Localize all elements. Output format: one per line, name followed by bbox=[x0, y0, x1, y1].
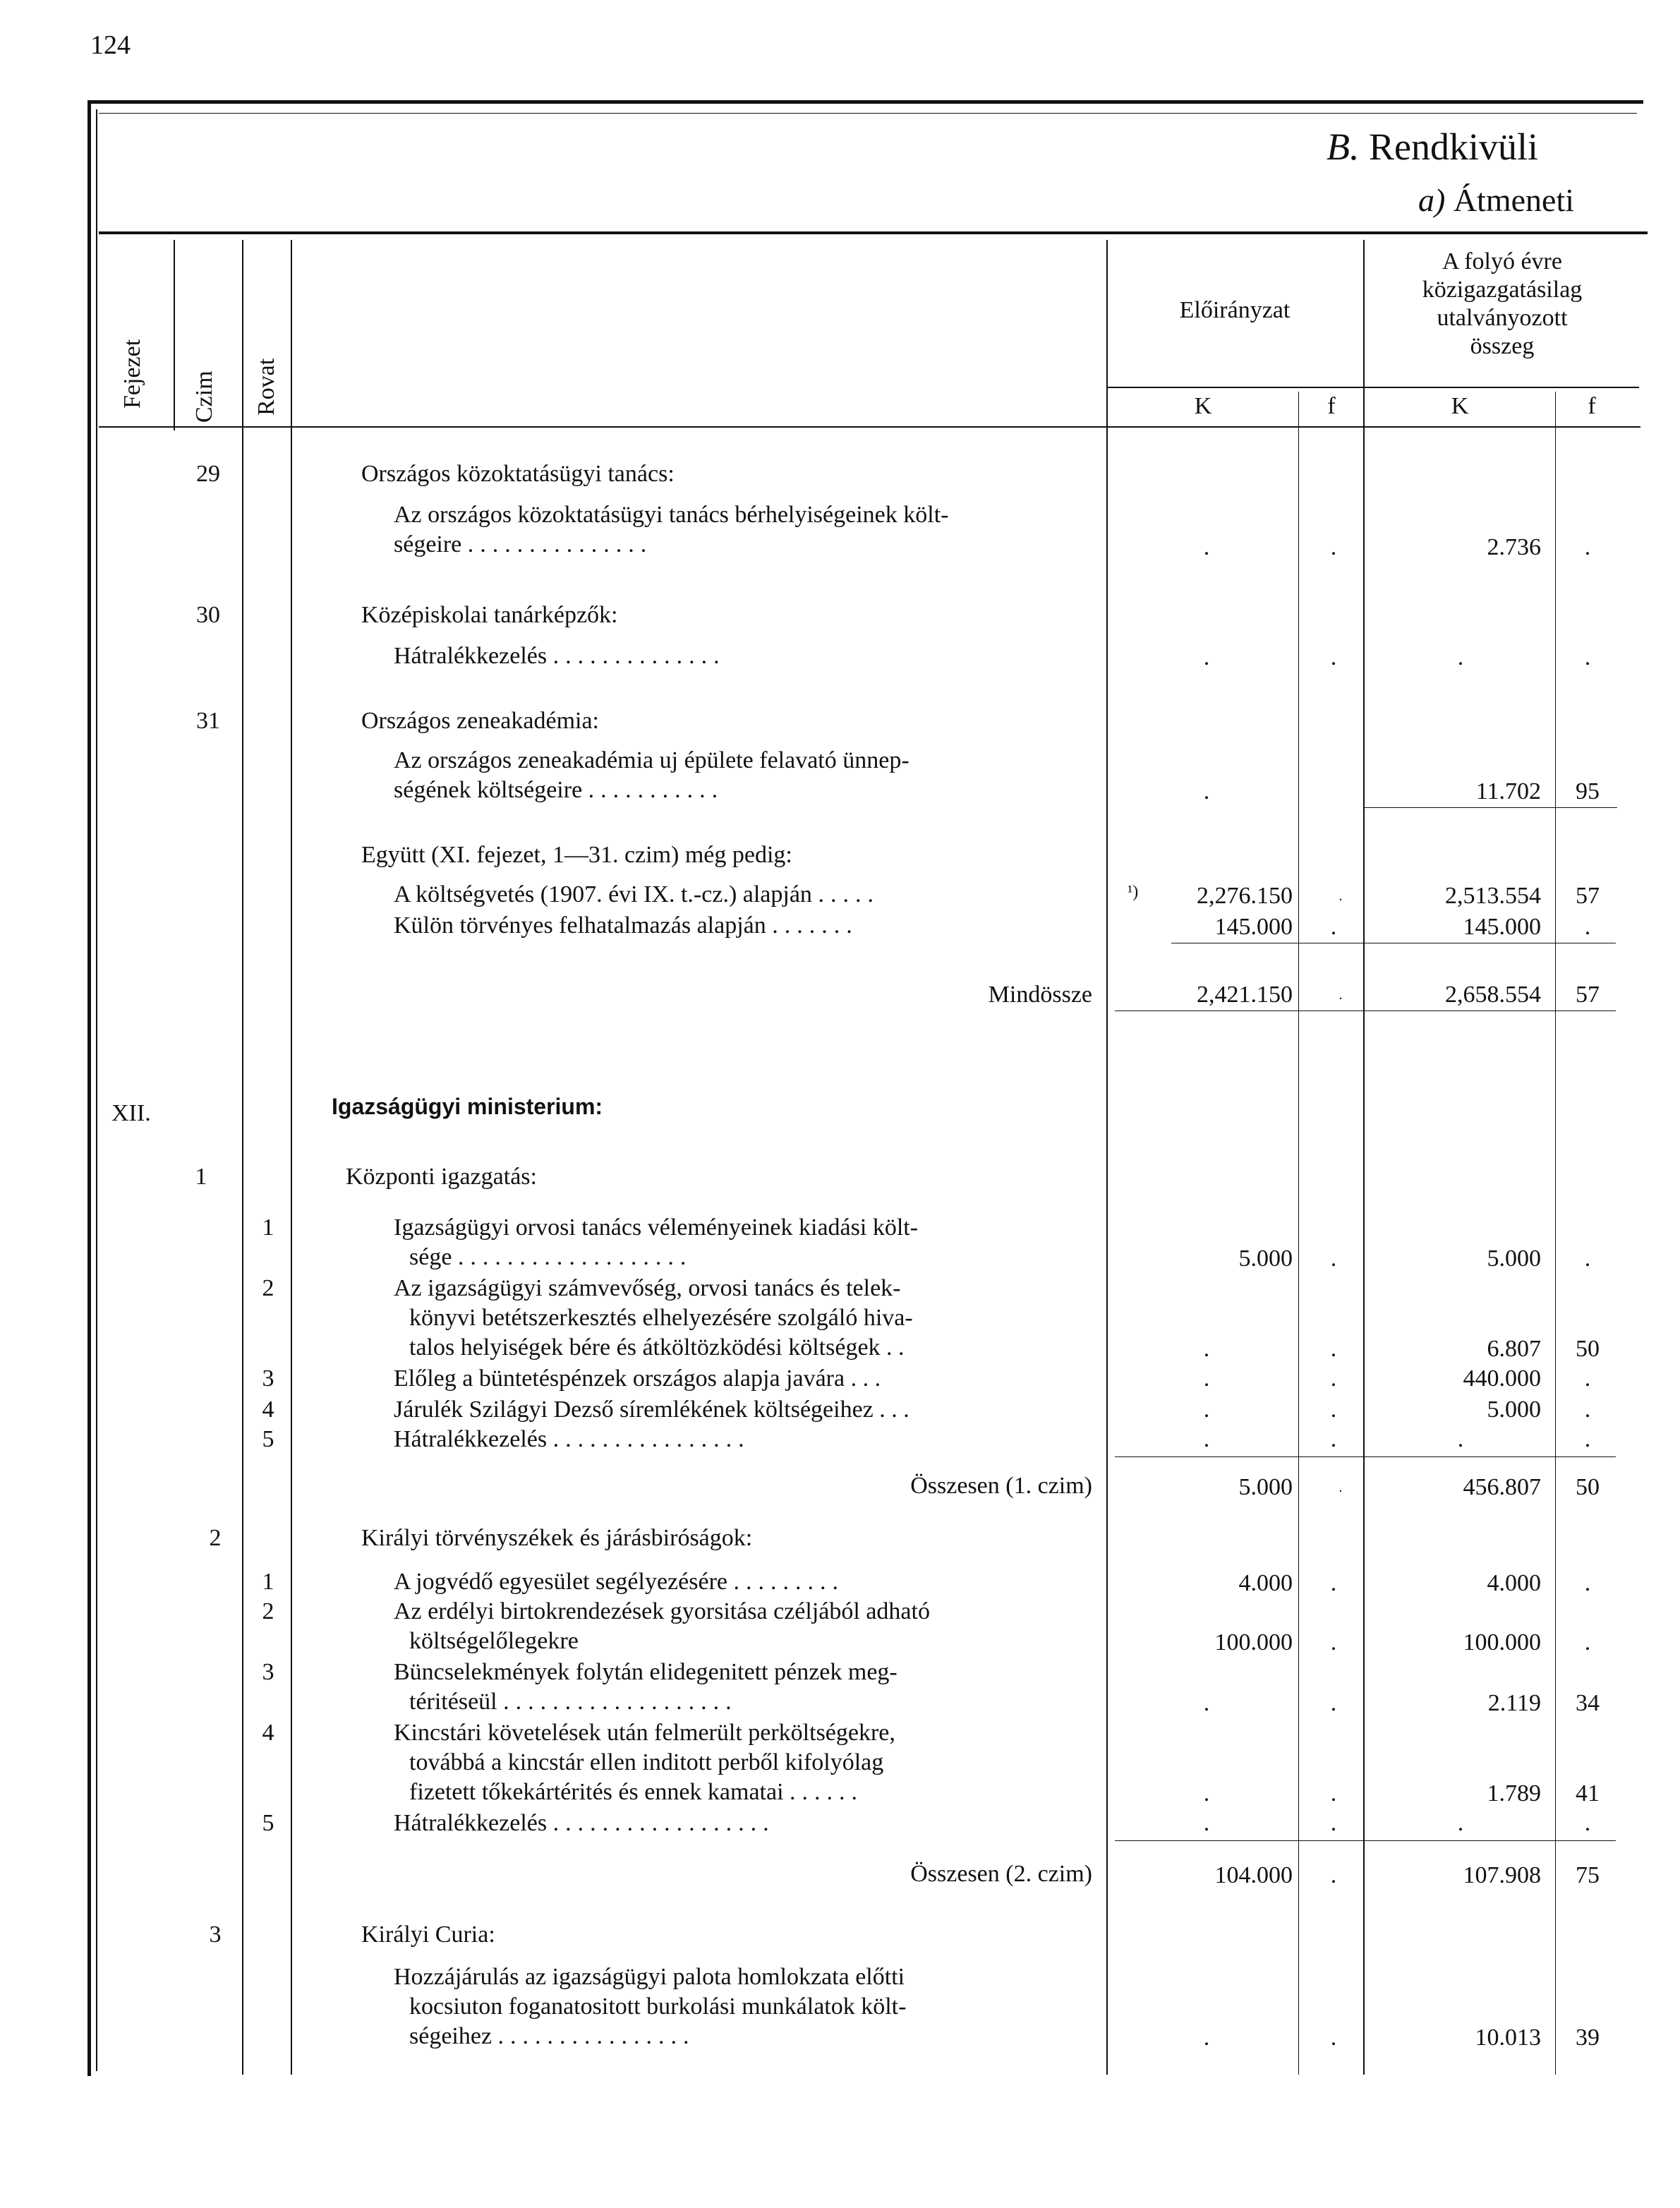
rovat-1-1-ef: . bbox=[1330, 1245, 1337, 1272]
rovat-1-4-f: . bbox=[1584, 1396, 1591, 1423]
ossz1-rule bbox=[1115, 1456, 1616, 1457]
czim-29-ef: . bbox=[1330, 534, 1337, 560]
top-rule-thin bbox=[99, 113, 1637, 114]
kulon-ef: . bbox=[1330, 914, 1337, 940]
czim-2-number: 2 bbox=[209, 1525, 222, 1551]
egyutt-label: Együtt (XI. fejezet, 1—31. czim) még pedig: bbox=[361, 842, 792, 868]
left-frame bbox=[87, 100, 91, 2076]
rovat-3-desc2: kocsiuton foganatositott burkolási munkálatok költ- bbox=[409, 1993, 907, 2020]
rovat-2-3-ef: . bbox=[1330, 1690, 1337, 1716]
header-czim: Czim bbox=[191, 370, 217, 423]
koltsegvetes-f: 57 bbox=[1576, 883, 1600, 909]
rovat-1-2-ek: . bbox=[1203, 1336, 1210, 1362]
rovat-2-4-desc2: továbbá a kincstár ellen inditott perből kifolyólag bbox=[409, 1749, 884, 1775]
rovat-2-2-desc1: Az erdélyi birtokrendezések gyorsitása czéljából adható bbox=[394, 1598, 930, 1624]
section-title bbox=[1327, 126, 1538, 168]
rovat-2-1-desc: A jogvédő egyesület segélyezésére ......... bbox=[394, 1569, 845, 1595]
czim-1-number: 1 bbox=[195, 1164, 207, 1190]
rovat-2-5-f: . bbox=[1584, 1810, 1591, 1836]
ossz2-ef: . bbox=[1330, 1862, 1337, 1888]
rovat-1-5-number: 5 bbox=[262, 1426, 274, 1452]
rovat-1-3-ef: . bbox=[1330, 1365, 1337, 1392]
czim-30-ek: . bbox=[1203, 644, 1210, 670]
rovat-2-5-number: 5 bbox=[262, 1810, 274, 1836]
header-folyo-line1: A folyó évre bbox=[1442, 248, 1562, 275]
czim-1-title: Központi igazgatás: bbox=[346, 1164, 537, 1190]
rovat-2-1-number: 1 bbox=[262, 1569, 274, 1595]
top-rule bbox=[87, 100, 1643, 104]
ossz1-f: 50 bbox=[1576, 1474, 1600, 1500]
rovat-1-2-desc1: Az igazságügyi számvevőség, orvosi tanács és telek- bbox=[394, 1275, 901, 1301]
rovat-2-4-f: 41 bbox=[1576, 1780, 1600, 1806]
czim-31-f: 95 bbox=[1576, 778, 1600, 804]
czim-29-k: 2.736 bbox=[1487, 534, 1541, 560]
rovat-2-4-ek: . bbox=[1203, 1780, 1210, 1806]
col-line-ef bbox=[1298, 392, 1299, 2075]
header-rovat: Rovat bbox=[253, 358, 279, 416]
czim-29-desc2: ségeire ............... bbox=[394, 531, 653, 557]
ossz2-label: Összesen (2. czim) bbox=[910, 1861, 1092, 1887]
rovat-2-4-desc1: Kincstári követelések után felmerült perköltségekre, bbox=[394, 1720, 895, 1746]
czim-3-title: Királyi Curia: bbox=[361, 1922, 495, 1948]
rovat-2-4-number: 4 bbox=[262, 1720, 274, 1746]
rovat-2-2-number: 2 bbox=[262, 1598, 274, 1624]
header-top-rule bbox=[99, 231, 1648, 234]
rovat-1-1-k: 5.000 bbox=[1487, 1245, 1541, 1272]
mindossze-label: Mindössze bbox=[988, 982, 1092, 1008]
page-number: 124 bbox=[90, 30, 131, 60]
kulon-k: 145.000 bbox=[1463, 914, 1541, 940]
czim-31-number: 31 bbox=[196, 708, 220, 734]
czim-30-k: . bbox=[1457, 644, 1464, 670]
czim-30-number: 30 bbox=[196, 602, 220, 628]
rovat-2-5-k: . bbox=[1457, 1810, 1464, 1836]
section-title-text: Rendkivüli bbox=[1369, 126, 1538, 168]
czim-3-number: 3 bbox=[209, 1922, 222, 1948]
igazsagugyi-heading: Igazságügyi ministerium: bbox=[332, 1094, 603, 1119]
czim-29-title: Országos közoktatásügyi tanács: bbox=[361, 461, 675, 487]
rovat-2-2-ek: 100.000 bbox=[1214, 1629, 1293, 1655]
header-kf-rule bbox=[1106, 387, 1639, 388]
rovat-3-ek: . bbox=[1203, 2025, 1210, 2051]
czim-31-desc1: Az országos zeneakadémia uj épülete felavató ünnep- bbox=[394, 747, 910, 773]
czim-30-desc: Hátralékkezelés .............. bbox=[394, 643, 726, 669]
subsection-title-text: Átmeneti bbox=[1453, 182, 1575, 218]
rovat-3-ef: . bbox=[1330, 2025, 1337, 2051]
rovat-3-k: 10.013 bbox=[1475, 2025, 1541, 2051]
header-k2: K bbox=[1451, 393, 1469, 419]
header-folyo-line4: összeg bbox=[1470, 333, 1535, 359]
koltsegvetes-footnote: ¹) bbox=[1128, 883, 1139, 901]
mindossze-k: 2,658.554 bbox=[1445, 982, 1541, 1008]
rovat-2-2-k: 100.000 bbox=[1463, 1629, 1541, 1655]
header-folyo-line2: közigazgatásilag bbox=[1422, 277, 1583, 303]
czim-31-ek: . bbox=[1203, 778, 1210, 804]
czim-31-desc2: ségének költségeire ........... bbox=[394, 777, 725, 803]
czim-29-f: . bbox=[1584, 534, 1591, 560]
czim-29-ek: . bbox=[1203, 534, 1210, 560]
rovat-1-1-number: 1 bbox=[262, 1214, 274, 1241]
rovat-2-1-ek: 4.000 bbox=[1238, 1570, 1293, 1596]
rovat-3-desc1: Hozzájárulás az igazságügyi palota homlokzata előtti bbox=[394, 1964, 905, 1990]
rovat-1-2-desc2: könyvi betétszerkesztés elhelyezésére szolgáló hiva- bbox=[409, 1305, 913, 1331]
mindossze-ek: 2,421.150 bbox=[1197, 982, 1293, 1008]
czim-31-k: 11.702 bbox=[1475, 778, 1541, 804]
rovat-1-3-number: 3 bbox=[262, 1365, 274, 1392]
czim-31-sum-rule bbox=[1363, 807, 1617, 808]
rovat-2-1-k: 4.000 bbox=[1487, 1570, 1541, 1596]
col-line-fejezet bbox=[174, 240, 175, 430]
rovat-2-1-f: . bbox=[1584, 1570, 1591, 1596]
mindossze-f: 57 bbox=[1576, 982, 1600, 1008]
rovat-1-5-ek: . bbox=[1203, 1426, 1210, 1452]
header-eloiranyzat: Előirányzat bbox=[1179, 297, 1291, 323]
koltsegvetes-k: 2,513.554 bbox=[1445, 883, 1541, 909]
czim-31-title: Országos zeneakadémia: bbox=[361, 708, 599, 734]
rovat-1-2-number: 2 bbox=[262, 1275, 274, 1301]
ossz1-label: Összesen (1. czim) bbox=[910, 1473, 1092, 1499]
rovat-2-3-desc1: Büncselekmények folytán elidegenitett pénzek meg- bbox=[394, 1659, 898, 1685]
rovat-3-desc3: ségeihez ................ bbox=[409, 2023, 696, 2049]
rovat-2-2-ef: . bbox=[1330, 1629, 1337, 1655]
header-folyo-line3: utalványozott bbox=[1437, 305, 1568, 331]
koltsegvetes-ek: 2,276.150 bbox=[1197, 883, 1293, 909]
rovat-1-1-f: . bbox=[1584, 1245, 1591, 1272]
rovat-2-4-ef: . bbox=[1330, 1780, 1337, 1806]
rovat-1-5-k: . bbox=[1457, 1426, 1464, 1452]
czim-30-f: . bbox=[1584, 644, 1591, 670]
ossz1-k: 456.807 bbox=[1463, 1474, 1541, 1500]
rovat-3-f: 39 bbox=[1576, 2025, 1600, 2051]
rovat-1-5-desc: Hátralékkezelés ................ bbox=[394, 1426, 751, 1452]
header-f2: f bbox=[1588, 393, 1596, 419]
rovat-1-4-number: 4 bbox=[262, 1396, 274, 1423]
rovat-1-4-desc: Járulék Szilágyi Dezső síremlékének költségeihez . . . bbox=[394, 1396, 910, 1423]
czim-29-desc1: Az országos közoktatásügyi tanács bérhelyiségeinek költ- bbox=[394, 502, 949, 528]
czim-30-title: Középiskolai tanárképzők: bbox=[361, 602, 618, 628]
header-fejezet: Fejezet bbox=[119, 339, 145, 409]
kulon-ek: 145.000 bbox=[1214, 914, 1293, 940]
fejezet-xii: XII. bbox=[111, 1100, 151, 1126]
rovat-2-3-desc2: téritéseül ................... bbox=[409, 1689, 738, 1715]
rovat-2-2-desc2: költségelőlegekre bbox=[409, 1628, 579, 1654]
mindossze-ef: . bbox=[1338, 987, 1343, 1003]
rovat-1-2-f: 50 bbox=[1576, 1336, 1600, 1362]
rovat-2-5-ef: . bbox=[1330, 1810, 1337, 1836]
subsection-title-prefix: a) bbox=[1418, 182, 1446, 218]
rovat-1-1-ek: 5.000 bbox=[1238, 1245, 1293, 1272]
rovat-1-3-k: 440.000 bbox=[1463, 1365, 1541, 1392]
col-line-czim bbox=[242, 240, 243, 2075]
rovat-1-1-desc1: Igazságügyi orvosi tanács véleményeinek kiadási költ- bbox=[394, 1214, 919, 1241]
czim-2-title: Királyi törvényszékek és járásbiróságok: bbox=[361, 1525, 753, 1551]
kulon-f: . bbox=[1584, 914, 1591, 940]
left-frame-inner bbox=[96, 109, 97, 2071]
rovat-1-2-desc3: talos helyiségek bére és átköltözködési költségek . . bbox=[409, 1334, 905, 1361]
rovat-2-4-desc3: fizetett tőkekártérités és ennek kamatai ...... bbox=[409, 1779, 864, 1805]
header-bottom-rule bbox=[99, 426, 1640, 428]
rovat-2-4-k: 1.789 bbox=[1487, 1780, 1541, 1806]
ossz2-k: 107.908 bbox=[1463, 1862, 1541, 1888]
rovat-1-4-k: 5.000 bbox=[1487, 1396, 1541, 1423]
koltsegvetes-ef: . bbox=[1338, 888, 1343, 904]
rovat-1-3-desc: Előleg a büntetéspénzek országos alapja javára . . . bbox=[394, 1365, 881, 1392]
rovat-1-1-desc2: sége ................... bbox=[409, 1244, 693, 1270]
rovat-2-3-k: 2.119 bbox=[1487, 1690, 1541, 1716]
rovat-2-5-desc: Hátralékkezelés .................. bbox=[394, 1810, 775, 1836]
rovat-1-2-k: 6.807 bbox=[1487, 1336, 1541, 1362]
ossz1-ek: 5.000 bbox=[1238, 1474, 1293, 1500]
col-line-eloiranyzat bbox=[1106, 240, 1108, 2075]
czim-29-number: 29 bbox=[196, 461, 220, 487]
ossz1-ef: . bbox=[1338, 1480, 1343, 1495]
rovat-2-2-f: . bbox=[1584, 1629, 1591, 1655]
rovat-2-3-ek: . bbox=[1203, 1690, 1210, 1716]
ossz2-rule bbox=[1115, 1840, 1616, 1841]
czim-30-ef: . bbox=[1330, 644, 1337, 670]
section-title-prefix: B. bbox=[1327, 126, 1360, 168]
kulon-label: Külön törvényes felhatalmazás alapján ....... bbox=[394, 912, 859, 939]
ossz2-ek: 104.000 bbox=[1214, 1862, 1293, 1888]
rovat-1-5-ef: . bbox=[1330, 1426, 1337, 1452]
rovat-1-2-ef: . bbox=[1330, 1336, 1337, 1362]
header-k1: K bbox=[1194, 393, 1212, 419]
rovat-1-3-ek: . bbox=[1203, 1365, 1210, 1392]
rovat-1-4-ek: . bbox=[1203, 1396, 1210, 1423]
subsection-title bbox=[1418, 182, 1574, 219]
rovat-2-3-f: 34 bbox=[1576, 1690, 1600, 1716]
rovat-2-3-number: 3 bbox=[262, 1659, 274, 1685]
koltsegvetes-label: A költségvetés (1907. évi IX. t.-cz.) alapján ..... bbox=[394, 881, 880, 907]
col-line-rovat bbox=[291, 240, 292, 2075]
ossz2-f: 75 bbox=[1576, 1862, 1600, 1888]
rovat-1-3-f: . bbox=[1584, 1365, 1591, 1392]
rovat-2-1-ef: . bbox=[1330, 1570, 1337, 1596]
rovat-1-5-f: . bbox=[1584, 1426, 1591, 1452]
rovat-2-5-ek: . bbox=[1203, 1810, 1210, 1836]
header-f1: f bbox=[1327, 393, 1336, 419]
col-line-ff bbox=[1555, 392, 1556, 2075]
rovat-1-4-ef: . bbox=[1330, 1396, 1337, 1423]
